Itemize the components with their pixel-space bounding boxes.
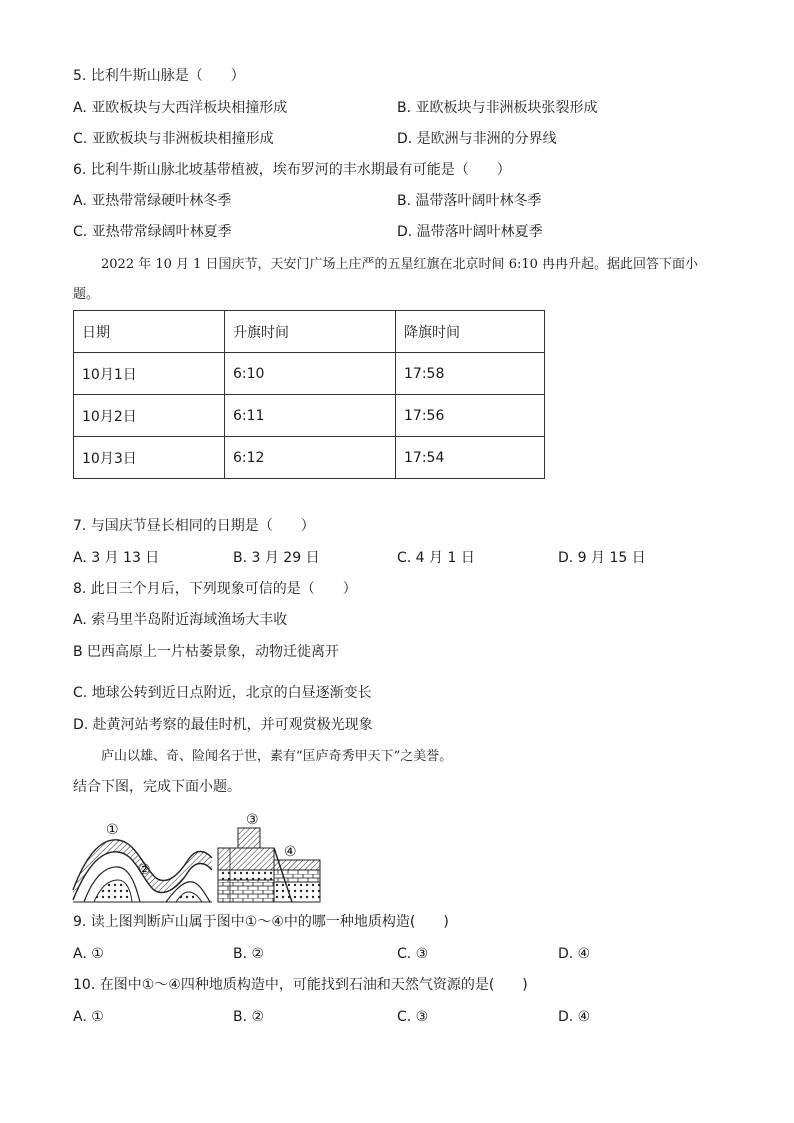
table-row: [74, 437, 545, 479]
passage-lushan: 庐山以雄、奇、险闻名于世，素有“匡庐奇秀甲天下”之美誉。: [101, 749, 453, 764]
q9-option-a: A. ①: [73, 946, 104, 962]
figure-label-2: ②: [138, 862, 151, 878]
fault-structure: [218, 828, 320, 902]
figure-instruction: 结合下图，完成下面小题。: [73, 779, 241, 795]
q8-option-c: C. 地球公转到近日点附近，北京的白昼逐渐变长: [73, 685, 372, 701]
q6-option-a: A. 亚热带常绿硬叶林冬季: [73, 193, 232, 209]
q7-option-a: A. 3 月 13 日: [73, 550, 160, 566]
q6-option-c: C. 亚热带常绿阔叶林夏季: [73, 224, 232, 240]
table-header-lower: 降旗时间: [396, 311, 545, 353]
table-cell: 17:56: [396, 395, 545, 437]
q5-option-d: D. 是欧洲与非洲的分界线: [397, 131, 557, 147]
q5-option-c: C. 亚欧板块与非洲板块相撞形成: [73, 131, 274, 147]
table-row: [74, 353, 545, 395]
q6-stem: 6. 比利牛斯山脉北坡基带植被，埃布罗河的丰水期最有可能是（ ）: [73, 162, 511, 178]
geological-diagram: [70, 810, 330, 905]
q5-option-a: A. 亚欧板块与大西洋板块相撞形成: [73, 100, 288, 116]
table-cell: 10月2日: [74, 395, 225, 437]
q10-stem: 10. 在图中①～④四种地质构造中，可能找到石油和天然气资源的是( ): [73, 977, 528, 993]
passage-national-day-cont: 题。: [73, 287, 100, 302]
q10-option-a: A. ①: [73, 1009, 104, 1025]
q8-option-d: D. 赴黄河站考察的最佳时机，并可观赏极光现象: [73, 717, 373, 733]
table-cell: 6:12: [225, 437, 396, 479]
q10-option-d: D. ④: [558, 1009, 591, 1025]
q8-stem: 8. 此日三个月后，下列现象可信的是（ ）: [73, 581, 357, 597]
table-header-row: [74, 311, 545, 353]
q5-stem: 5. 比利牛斯山脉是（ ）: [73, 68, 245, 84]
q6-option-b: B. 温带落叶阔叶林冬季: [397, 193, 542, 209]
table-cell: 10月3日: [74, 437, 225, 479]
geological-structure-figure: [70, 810, 330, 905]
q9-option-c: C. ③: [397, 946, 429, 962]
q9-option-b: B. ②: [233, 946, 265, 962]
table-cell: 10月1日: [74, 353, 225, 395]
q10-option-b: B. ②: [233, 1009, 265, 1025]
q8-option-a: A. 索马里半岛附近海域渔场大丰收: [73, 612, 288, 628]
q10-option-c: C. ③: [397, 1009, 429, 1025]
q7-option-d: D. 9 月 15 日: [558, 550, 646, 566]
q6-option-d: D. 温带落叶阔叶林夏季: [397, 224, 543, 240]
passage-national-day: 2022 年 10 月 1 日国庆节，天安门广场上庄严的五星红旗在北京时间 6:10 冉冉升起。据此回答下面小: [101, 257, 699, 272]
q9-option-d: D. ④: [558, 946, 591, 962]
q7-option-b: B. 3 月 29 日: [233, 550, 320, 566]
flag-time-table: [73, 310, 545, 479]
q9-stem: 9. 读上图判断庐山属于图中①～④中的哪一种地质构造( ): [73, 914, 449, 930]
figure-label-4: ④: [284, 844, 297, 860]
table-cell: 17:54: [396, 437, 545, 479]
table-cell: 6:11: [225, 395, 396, 437]
table-cell: 17:58: [396, 353, 545, 395]
q7-option-c: C. 4 月 1 日: [397, 550, 475, 566]
table-header-raise: 升旗时间: [225, 311, 396, 353]
q5-option-b: B. 亚欧板块与非洲板块张裂形成: [397, 100, 598, 116]
q7-stem: 7. 与国庆节昼长相同的日期是（ ）: [73, 518, 315, 534]
table-cell: 6:10: [225, 353, 396, 395]
figure-label-1: ①: [106, 822, 119, 838]
q8-option-b: B 巴西高原上一片枯萎景象，动物迁徙离开: [73, 644, 340, 660]
table-row: [74, 395, 545, 437]
figure-label-3: ③: [246, 812, 259, 828]
table-header-date: 日期: [74, 311, 225, 353]
